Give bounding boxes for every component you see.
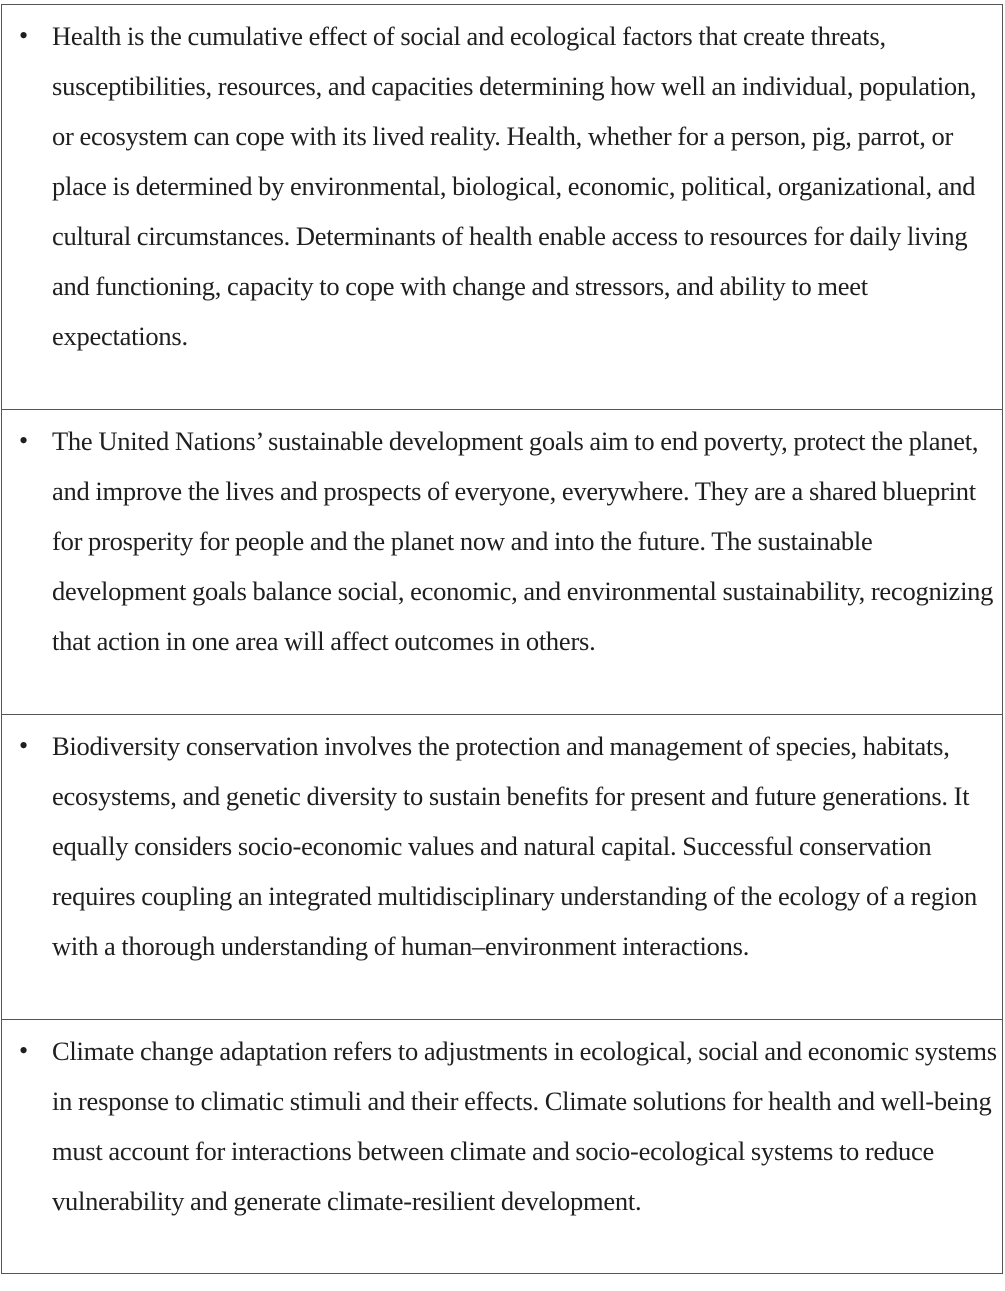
bullet-icon: • xyxy=(19,426,29,455)
health-definition-text: Health is the cumulative effect of social and ecological factors that create threats, susceptibilities, resources, and capacities determining how well an individual, population, or ecosystem can cope with its lived reality. Health, whether for a person, pig, parrot, or place is determined by environmental, biological, economic, political, organizational, and cultural circumstances. Determinants of health enable access to resources for daily living and functioning, capacity to cope with change and stressors, and ability to meet expectations. xyxy=(52,21,977,351)
table-cell-sdg xyxy=(2,410,1003,715)
table-row xyxy=(2,715,1003,1020)
table-row xyxy=(2,5,1003,410)
climate-definition-text: Climate change adaptation refers to adjustments in ecological, social and economic systems in response to climatic stimuli and their effects. Climate solutions for health and well-being must account for interactions between climate and socio-ecological systems to reduce vulnerability and generate climate-resilient development. xyxy=(52,1036,997,1216)
bullet-icon: • xyxy=(19,731,29,760)
table-cell-climate xyxy=(2,1020,1003,1274)
sdg-definition-text: The United Nations’ sustainable development goals aim to end poverty, protect the planet, and improve the lives and prospects of everyone, everywhere. They are a shared blueprint for prosperity for people and the planet now and into the future. The sustainable development goals balance social, economic, and environmental sustainability, recognizing that action in one area will affect outcomes in others. xyxy=(52,426,994,656)
biodiversity-definition-text: Biodiversity conservation involves the protection and management of species, habitats, ecosystems, and genetic diversity to sustain benefits for present and future generations. It equally considers socio-economic values and natural capital. Successful conservation requires coupling an integrated multidisciplinary understanding of the ecology of a region with a thorough understanding of human–environment interactions. xyxy=(52,731,977,961)
table-row xyxy=(2,410,1003,715)
table-row xyxy=(2,1020,1003,1274)
table-cell-health xyxy=(2,5,1003,410)
definitions-table xyxy=(1,4,1003,1274)
bullet-icon: • xyxy=(19,1036,29,1065)
bullet-icon: • xyxy=(19,21,29,50)
table-cell-biodiversity xyxy=(2,715,1003,1020)
